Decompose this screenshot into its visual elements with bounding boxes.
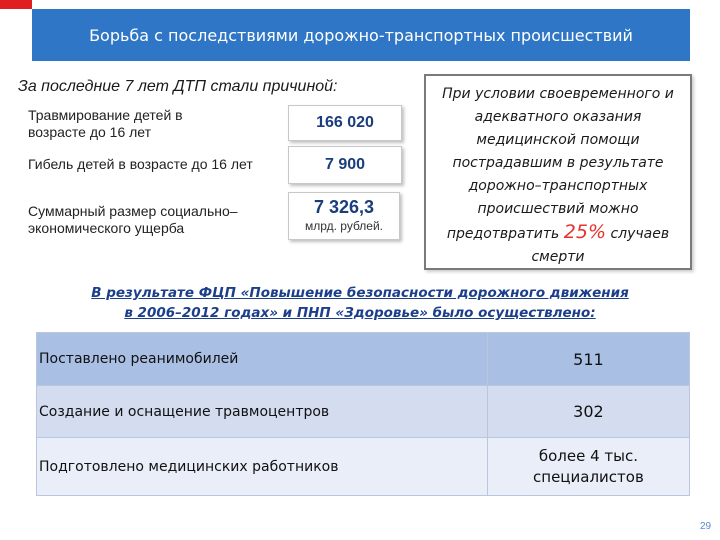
result-statement xyxy=(60,283,660,323)
page-number: 29 xyxy=(700,521,712,532)
page-title: Борьба с последствиями дорожно-транспортных происшествий xyxy=(89,25,633,45)
stat-value-deaths: 7 900 xyxy=(324,156,366,173)
stat-value-injuries: 166 020 xyxy=(316,114,374,131)
stats-heading: За последние 7 лет ДТП стали причиной: xyxy=(18,78,338,95)
table-cell-value: 302 xyxy=(487,386,689,438)
table-cell-label: Создание и оснащение травмоцентров xyxy=(37,386,488,438)
result-line-1: В результате ФЦП «Повышение безопасности дорожного движения xyxy=(91,285,629,301)
stat-box-deaths xyxy=(288,146,402,184)
table-row xyxy=(37,438,690,496)
stat-label-injuries: Травмирование детей в возрасте до 16 лет xyxy=(28,107,183,140)
stat-label-deaths: Гибель детей в возрасте до 16 лет xyxy=(28,156,253,172)
table-cell-label: Подготовлено медицинских работников xyxy=(37,438,488,496)
table-cell-value: более 4 тыс. специалистов xyxy=(487,438,689,496)
results-table xyxy=(36,332,690,496)
header-red-accent xyxy=(0,0,32,9)
table-cell-label: Поставлено реанимобилей xyxy=(37,333,488,386)
table-row xyxy=(37,386,690,438)
result-line-2: в 2006–2012 годах» и ПНП «Здоровье» было осуществлено: xyxy=(124,305,596,321)
table-row xyxy=(37,333,690,386)
quote-box xyxy=(424,74,692,270)
stat-value-damage: 7 326,3 xyxy=(313,197,375,217)
quote-text-after: случаев смерти xyxy=(531,226,670,265)
quote-text xyxy=(426,83,690,269)
stat-unit-damage: млрд. рублей. xyxy=(304,219,384,233)
header-bar xyxy=(32,9,690,61)
quote-percent: 25% xyxy=(563,221,606,243)
table-cell-value: 511 xyxy=(487,333,689,386)
stat-label-damage: Суммарный размер социально–экономического ущерба xyxy=(28,203,238,236)
stat-box-injuries xyxy=(288,105,402,141)
stat-box-damage xyxy=(288,192,400,240)
quote-text-before: При условии своевременного и адекватного оказания медицинской помощи пострадавшим в результате дорожно–транспортных происшествий можно предотвратить xyxy=(442,86,674,242)
